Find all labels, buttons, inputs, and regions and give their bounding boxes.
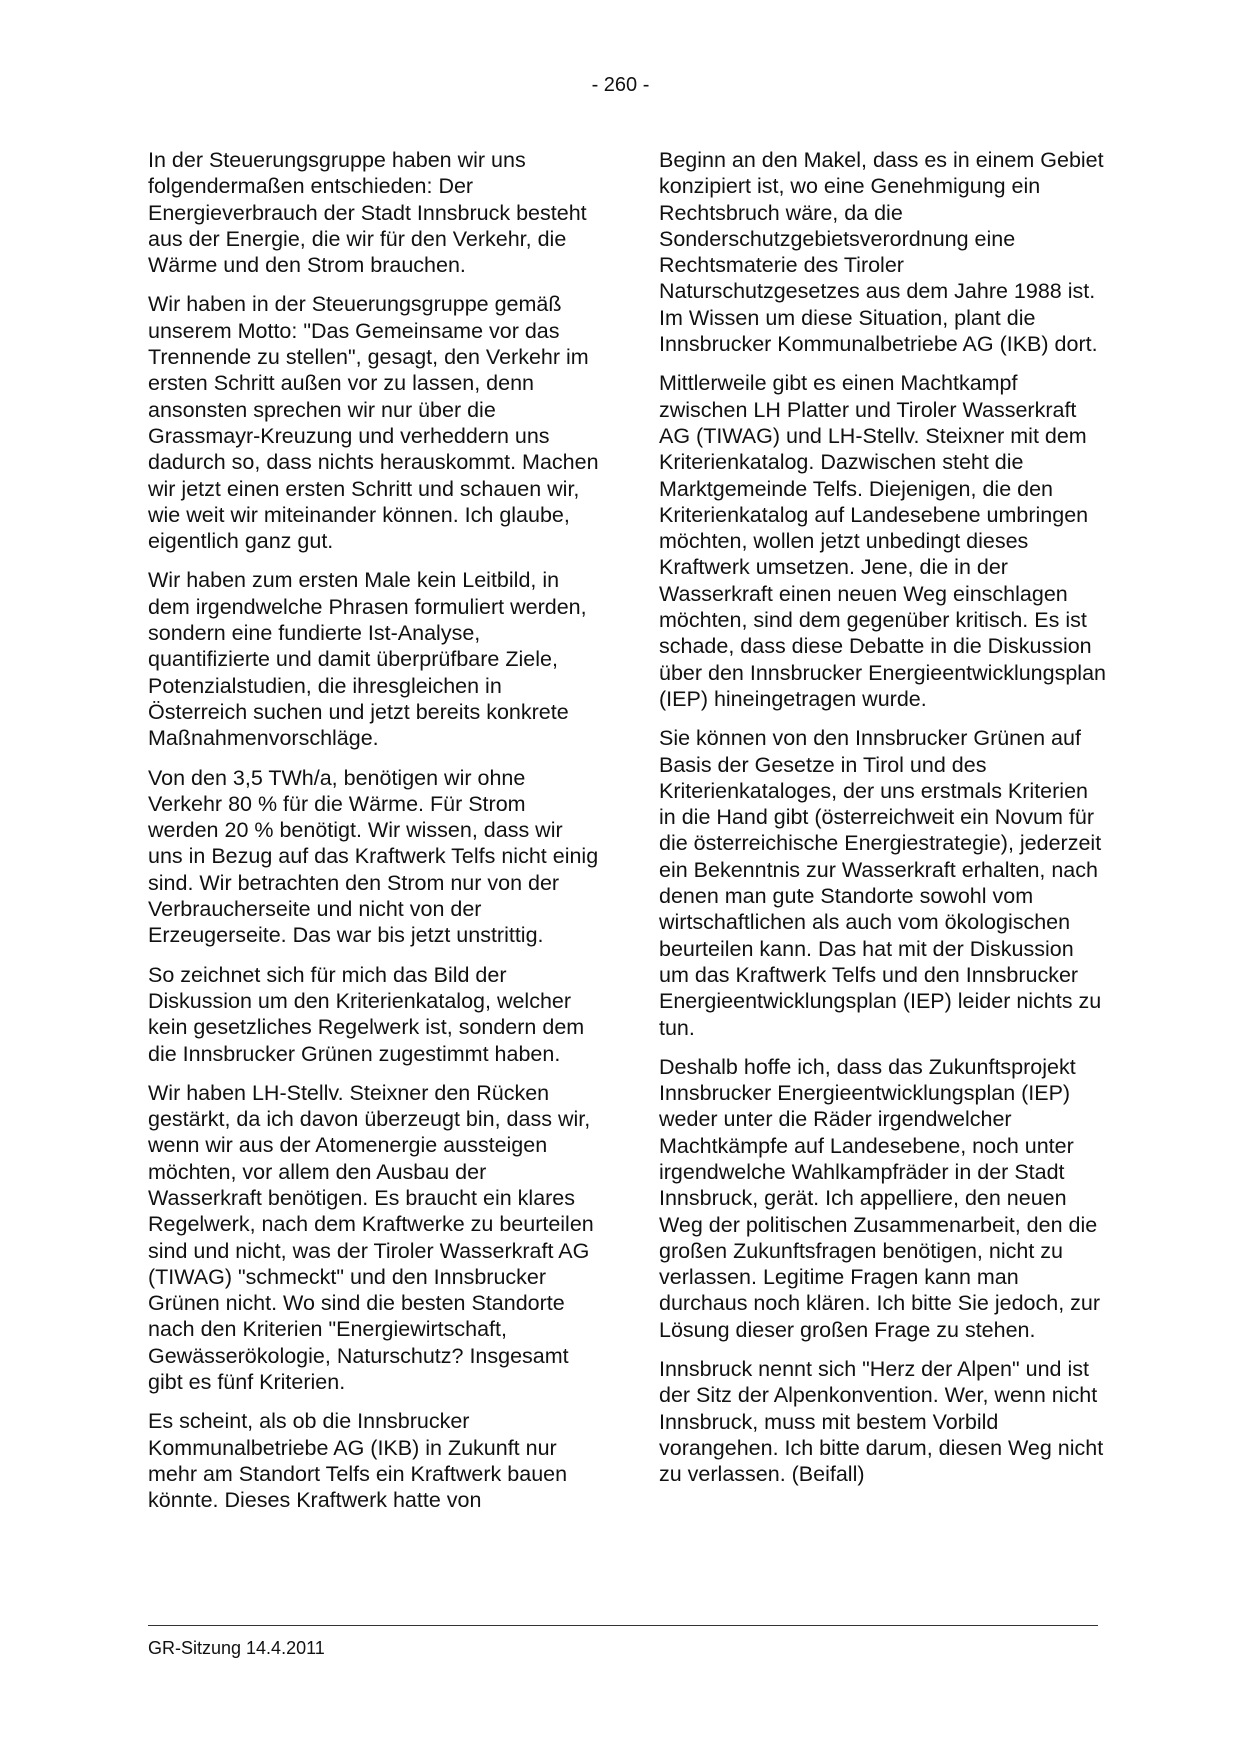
paragraph: In der Steuerungsgruppe haben wir uns folgendermaßen entschieden: Der Energieverbrauch der Stadt Innsbruck besteht aus der Energie, die wir für den Verkehr, die Wärme und den Strom brauchen. [148,148,587,278]
paragraph: Beginn an den Makel, dass es in einem Gebiet konzipiert ist, wo eine Genehmigung ein Rechtsbruch wäre, da die Sonderschutzgebietsverordnung eine Rechtsmaterie des Tiroler Naturschutzgesetzes aus dem Jahre 1988 ist. Im Wissen um diese Situation, plant die Innsbrucker Kommunalbetriebe AG (IKB) dort. [659,148,1104,357]
paragraph: Wir haben in der Steuerungsgruppe gemäß unserem Motto: "Das Gemeinsame vor das Trennende zu stellen", gesagt, den Verkehr im ersten Schritt außen vor zu lassen, denn ansonsten sprechen wir nur über die Grassmayr-Kreuzung und verheddern uns dadurch so, dass nichts herauskommt. Machen wir jetzt einen ersten Schritt und schauen wir, wie weit wir miteinander können. Ich glaube, eigentlich ganz gut. [148,292,599,554]
paragraph: Es scheint, als ob die Innsbrucker Kommunalbetriebe AG (IKB) in Zukunft nur mehr am Standort Telfs ein Kraftwerk bauen könnte. Dieses Kraftwerk hatte von [148,1409,568,1513]
paragraph: Wir haben LH-Stellv. Steixner den Rücken gestärkt, da ich davon überzeugt bin, dass wir, wenn wir aus der Atomenergie aussteigen möchten, vor allem den Ausbau der Wasserkraft benötigen. Es braucht ein klares Regelwerk, nach dem Kraftwerke zu beurteilen sind und nicht, was der Tiroler Wasserkraft AG (TIWAG) "schmeckt" und den Innsbrucker Grünen nicht. Wo sind die besten Standorte nach den Kriterien "Energiewirtschaft, Gewässerökologie, Naturschutz? Insgesamt gibt es fünf Kriterien. [148,1080,594,1395]
right-column [659,147,1107,1501]
footer-session-date: GR-Sitzung 14.4.2011 [148,1638,325,1658]
left-column [148,147,600,1527]
paragraph: Innsbruck nennt sich "Herz der Alpen" und ist der Sitz der Alpenkonvention. Wer, wenn nicht Innsbruck, muss mit bestem Vorbild vorangehen. Ich bitte darum, diesen Weg nicht zu verlassen. (Beifall) [659,1357,1104,1487]
paragraph: Mittlerweile gibt es einen Machtkampf zwischen LH Platter und Tiroler Wasserkraft AG (TIWAG) und LH-Stellv. Steixner mit dem Kriterienkatalog. Dazwischen steht die Marktgemeinde Telfs. Diejenigen, die den Kriterienkatalog auf Landesebene umbringen möchten, wollen jetzt unbedingt dieses Kraftwerk umsetzen. Jene, die in der Wasserkraft einen neuen Weg einschlagen möchten, sind dem gegenüber kritisch. Es ist schade, dass diese Debatte in die Diskussion über den Innsbrucker Energieentwicklungsplan (IEP) hineingetragen wurde. [659,371,1106,711]
paragraph: Von den 3,5 TWh/a, benötigen wir ohne Verkehr 80 % für die Wärme. Für Strom werden 20 % benötigt. Wir wissen, dass wir uns in Bezug auf das Kraftwerk Telfs nicht einig sind. Wir betrachten den Strom nur von der Verbraucherseite und nicht von der Erzeugerseite. Das war bis jetzt unstrittig. [148,765,599,948]
footer-divider [148,1625,1098,1626]
paragraph: Wir haben zum ersten Male kein Leitbild, in dem irgendwelche Phrasen formuliert werden, sondern eine fundierte Ist-Analyse, quantifizierte und damit überprüfbare Ziele, Potenzialstudien, die ihresgleichen in Österreich suchen und jetzt bereits konkrete Maßnahmenvorschläge. [148,568,587,751]
paragraph: Sie können von den Innsbrucker Grünen auf Basis der Gesetze in Tirol und des Kriterienkataloges, der uns erstmals Kriterien in die Hand gibt (österreichweit ein Novum für die österreichische Energiestrategie), jederzeit ein Bekenntnis zur Wasserkraft erhalten, nach denen man gute Standorte sowohl vom wirtschaftlichen als auch vom ökologischen beurteilen kann. Das hat mit der Diskussion um das Kraftwerk Telfs und den Innsbrucker Energieentwicklungsplan (IEP) leider nichts zu tun. [659,726,1102,1040]
paragraph: Deshalb hoffe ich, dass das Zukunftsprojekt Innsbrucker Energieentwicklungsplan (IEP) weder unter die Räder irgendwelcher Machtkämpfe auf Landesebene, noch unter irgendwelche Wahlkampfräder in der Stadt Innsbruck, gerät. Ich appelliere, den neuen Weg der politischen Zusammenarbeit, den die großen Zukunftsfragen benötigen, nicht zu verlassen. Legitime Fragen kann man durchaus noch klären. Ich bitte Sie jedoch, zur Lösung dieser großen Frage zu stehen. [659,1054,1101,1342]
page-number: - 260 - [591,74,650,96]
paragraph: So zeichnet sich für mich das Bild der Diskussion um den Kriterienkatalog, welcher kein gesetzliches Regelwerk ist, sondern dem die Innsbrucker Grünen zugestimmt haben. [148,962,585,1066]
